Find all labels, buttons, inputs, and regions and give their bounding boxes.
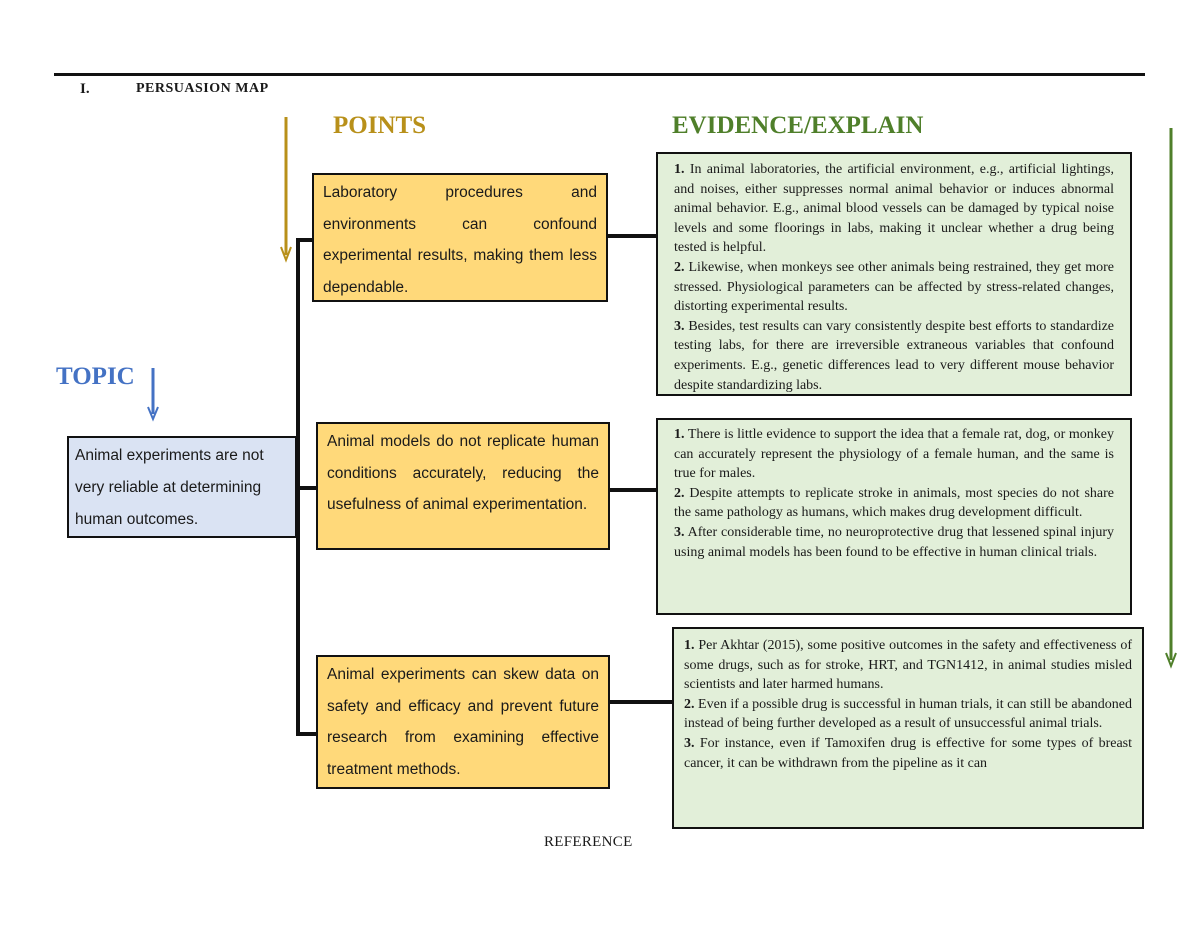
- point-text-2: Animal models do not replicate human conditions accurately, reducing the usefulness of animal experimentation.: [327, 433, 599, 513]
- branch-connector-3: [296, 732, 316, 736]
- point-box-1: [312, 173, 608, 302]
- point-box-2: [316, 422, 610, 550]
- section-title: PERSUASION MAP: [136, 81, 269, 96]
- evidence-item: 2. Likewise, when monkeys see other animals being restrained, they get more stressed. Physiological parameters can be affected by stress-related changes, distorting experimental results.: [674, 259, 1115, 315]
- point-text-1: Laboratory procedures and environments can confound experimental results, making them less dependable.: [323, 184, 597, 296]
- topic-box: [67, 436, 297, 538]
- evidence-down-arrow: [1166, 128, 1176, 666]
- evidence-connector-3: [610, 700, 672, 704]
- topic-text: Animal experiments are not very reliable at determining human outcomes.: [75, 447, 264, 528]
- points-heading: POINTS: [333, 112, 427, 139]
- evidence-item: 3. For instance, even if Tamoxifen drug is effective for some types of breast cancer, it can be withdrawn from the pipeline as it can: [684, 735, 1133, 771]
- evidence-heading: EVIDENCE/EXPLAIN: [672, 112, 924, 139]
- evidence-item: 3. After considerable time, no neuroprotective drug that lessened spinal injury using animal models has been found to be effective in human clinical trials.: [674, 524, 1114, 560]
- reference-heading: REFERENCE: [544, 834, 633, 850]
- topic-heading: TOPIC: [56, 363, 135, 390]
- evidence-box-1: [656, 152, 1132, 396]
- evidence-item: 2. Despite attempts to replicate stroke in animals, most species do not share the same pathology as humans, which makes drug development difficult.: [674, 485, 1114, 521]
- evidence-box-2: [656, 418, 1132, 615]
- evidence-box-3: [672, 627, 1144, 829]
- topic-down-arrow: [148, 368, 158, 419]
- point-box-3: [316, 655, 610, 789]
- point-text-3: Animal experiments can skew data on safety and efficacy and prevent future research from examining effective treatment methods.: [327, 666, 599, 778]
- points-down-arrow: [281, 117, 291, 260]
- section-number: I.: [80, 81, 90, 97]
- evidence-item: 1. Per Akhtar (2015), some positive outcomes in the safety and effectiveness of some drugs, such as for stroke, HRT, and TGN1412, in animal studies misled scientists and later harmed humans.: [684, 638, 1132, 693]
- evidence-item: 1. There is little evidence to support the idea that a female rat, dog, or monkey can accurately represent the physiology of a female human, and the same is true for males.: [674, 427, 1114, 482]
- evidence-item: 3. Besides, test results can vary consistently despite best efforts to standardize testing labs, for there are irreversible extraneous variables that confound experiments. E.g., genetic differences lead to very different mouse behavior despite standardizing labs.: [674, 318, 1115, 393]
- evidence-item: 2. Even if a possible drug is successful in human trials, it can still be abandoned instead of being further developed as a result of unsuccessful animal trials.: [684, 696, 1133, 732]
- evidence-item: 1. In animal laboratories, the artificial environment, e.g., artificial lightings, and noises, either suppresses normal animal behavior or induces abnormal animal behavior. E.g., animal blood vessels can be damaged by typical noise levels and some floorings in labs, making it unclear whether a drug being tested is helpful.: [674, 162, 1114, 256]
- evidence-connector-1: [608, 234, 660, 238]
- evidence-connector-2: [610, 488, 658, 492]
